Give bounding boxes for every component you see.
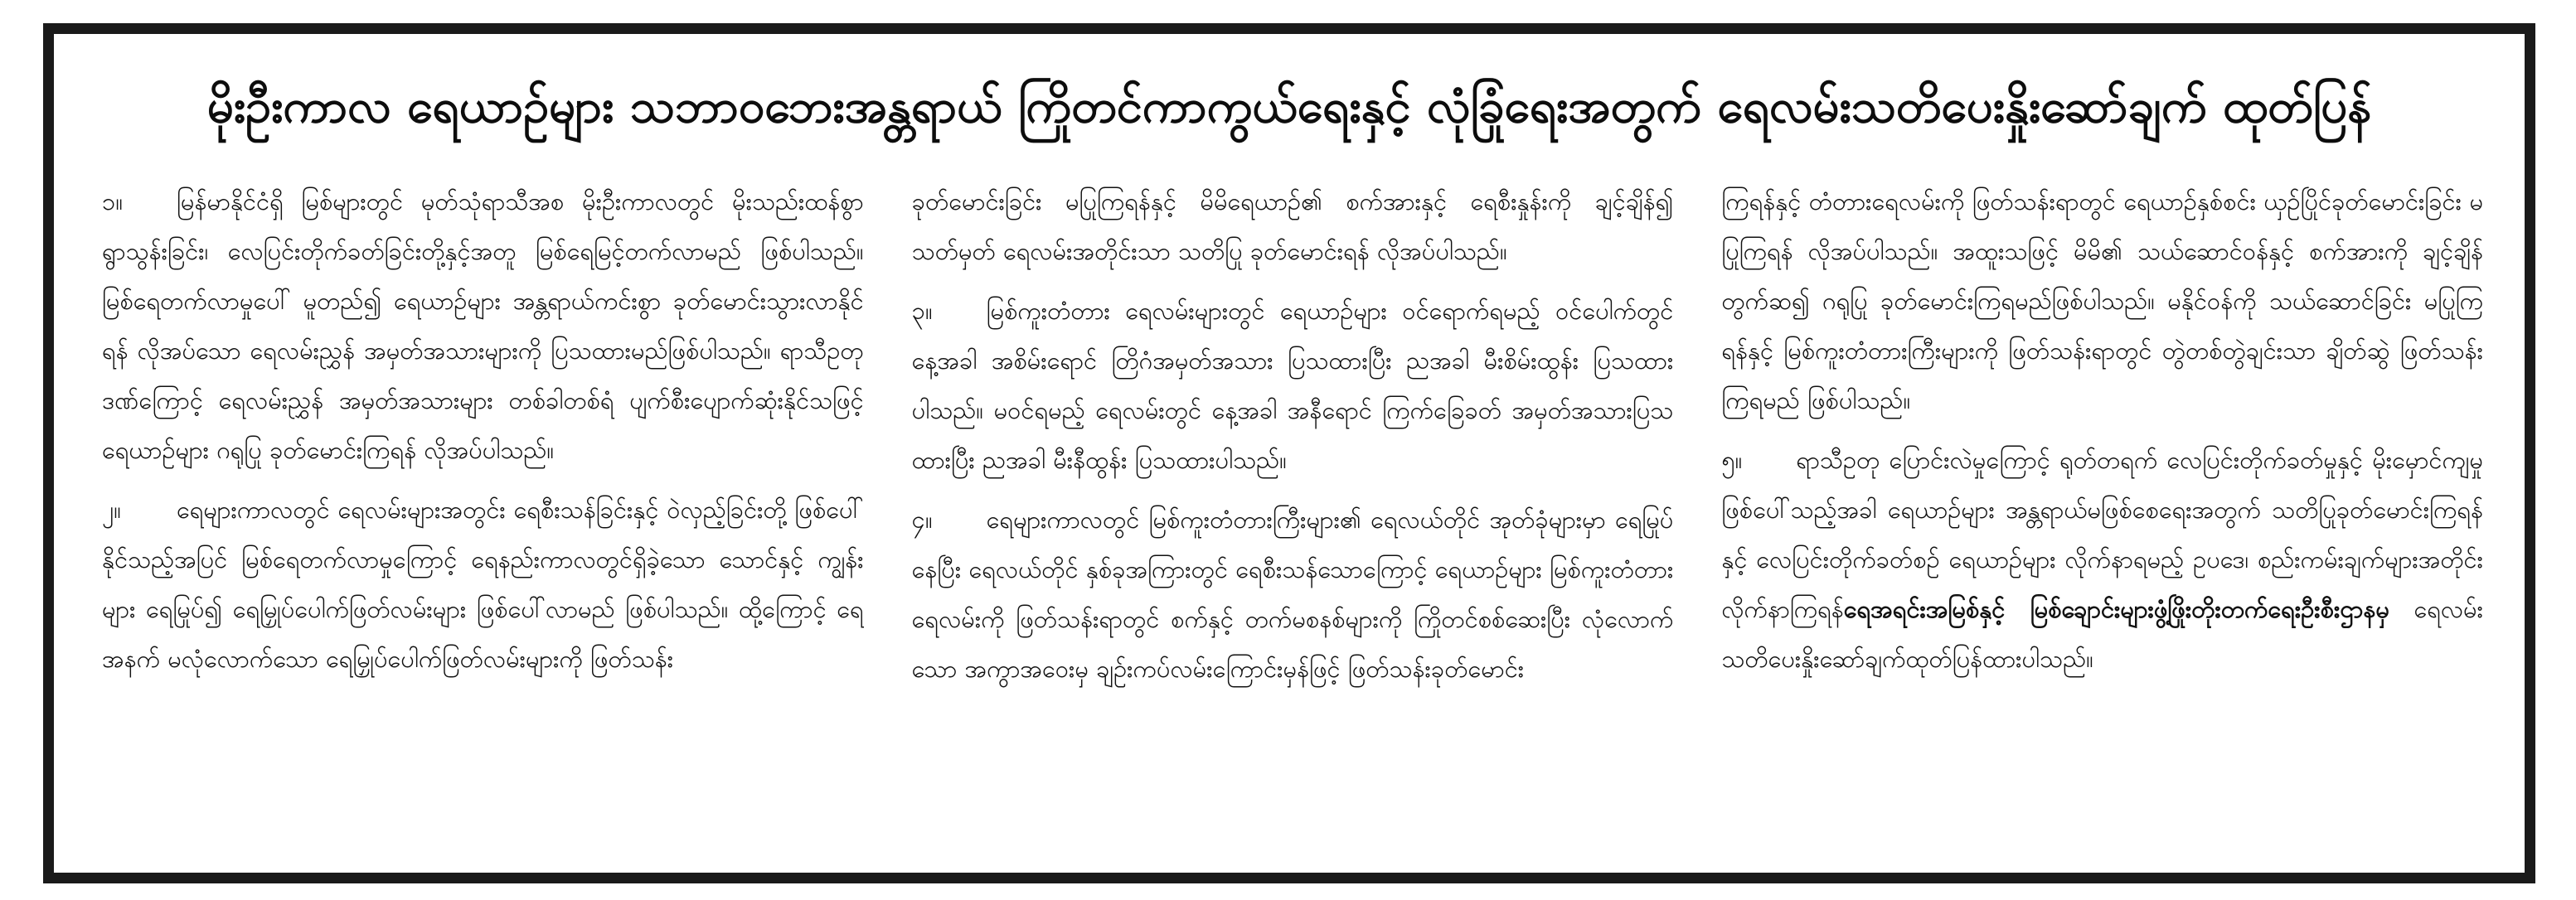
- paragraph: [102, 485, 864, 684]
- paragraph-number: ၄။: [911, 506, 933, 534]
- paragraph-continued: [912, 177, 1674, 276]
- article-columns: [102, 177, 2483, 849]
- paragraph: [912, 495, 1674, 694]
- paragraph-text: မြန်မာနိုင်ငံရှိ မြစ်များတွင် မုတ်သုံရာသီအစ မိုးဦးကာလတွင် မိုးသည်းထန်စွာရွာသွန်းခြင်း၊ လေပြင်းတိုက်ခတ်ခြင်းတို့နှင့်အတူ မြစ်ရေမြင့်တက်လာမည် ဖြစ်ပါသည်။ မြစ်ရေတက်လာမှုပေါ် မူတည်၍ ရေယာဉ်များ အန္တရာယ်ကင်းစွာ ခုတ်မောင်းသွားလာနိုင်ရန် လိုအပ်သော ရေလမ်းညွှန် အမှတ်အသားများကို ပြသထားမည်ဖြစ်ပါသည်။ ရာသီဥတုဒဏ်ကြောင့် ရေလမ်းညွှန် အမှတ်အသားများ တစ်ခါတစ်ရံ ပျက်စီးပျောက်ဆုံးနိုင်သဖြင့် ရေယာဉ်များ ဂရုပြု ခုတ်မောင်းကြရန် လိုအပ်ပါသည်။: [102, 187, 864, 464]
- headline: မိုးဦးကာလ ရေယာဉ်များ သဘာဝဘေးအန္တရာယ် ကြိုတင်ကာကွယ်ရေးနှင့် လုံခြုံရေးအတွက် ရေလမ်းသတိပေးနှိုးဆော်ချက် ထုတ်ပြန်: [206, 80, 2372, 133]
- paragraph-text: ရာသီဥတု ပြောင်းလဲမှုကြောင့် ရုတ်တရက် လေပြင်းတိုက်ခတ်မှုနှင့် မိုးမှောင်ကျမှုဖြစ်ပေါ်သည့်အခါ ရေယာဉ်များ အန္တရာယ်မဖြစ်စေရေးအတွက် သတိပြုခုတ်မောင်းကြရန်နှင့် လေပြင်းတိုက်ခတ်စဉ် ရေယာဉ်များ လိုက်နာရမည့် ဥပဒေ၊ စည်းကမ်းချက်များအတိုင်း လိုက်နာကြရန်: [1721, 446, 2484, 623]
- paragraph-number: ၂။: [102, 496, 122, 524]
- paragraph: [102, 177, 864, 475]
- paragraph-text: ရေများကာလတွင် ရေလမ်းများအတွင်း ရေစီးသန်ခြင်းနှင့် ဝဲလှည့်ခြင်းတို့ ဖြစ်ပေါ်နိုင်သည့်အပြင် မြစ်ရေတက်လာမှုကြောင့် ရေနည်းကာလတွင်ရှိခဲ့သော သောင်နှင့် ကျွန်းများ ရေမြုပ်၍ ရေမြှုပ်ပေါက်ဖြတ်လမ်းများ ဖြစ်ပေါ်လာမည် ဖြစ်ပါသည်။ ထို့ကြောင့် ရေ အနက် မလုံလောက်သော ရေမြှုပ်ပေါက်ဖြတ်လမ်းများကို ဖြတ်သန်း: [102, 496, 864, 673]
- paragraph: [1721, 435, 2483, 684]
- paragraph-text: ရေများကာလတွင် မြစ်ကူးတံတားကြီးများ၏ ရေလယ်တိုင် အုတ်ခုံများမှာ ရေမြုပ်နေပြီး ရေလယ်တိုင် နှစ်ခုအကြားတွင် ရေစီးသန်သောကြောင့် ရေယာဉ်များ မြစ်ကူးတံတား ရေလမ်းကို ဖြတ်သန်းရာတွင် စက်နှင့် တက်မစနစ်များကို ကြိုတင်စစ်ဆေးပြီး လုံလောက်သော အကွာအဝေးမှ ချဉ်းကပ်လမ်းကြောင်းမှန်ဖြင့် ဖြတ်သန်းခုတ်မောင်း: [911, 506, 1674, 683]
- paragraph-number: ၅။: [1721, 446, 1743, 474]
- paragraph-tail-text: ရေလမ်းသတိပေးနှိုးဆော်ချက်ထုတ်ပြန်ထားပါသည်။: [1721, 595, 2483, 673]
- paragraph-continued: [1721, 177, 2483, 425]
- issuing-department: ရေအရင်းအမြစ်နှင့် မြစ်ချောင်းများဖွံ့ဖြိုးတိုးတက်ရေးဦးစီးဌာနမှ: [1843, 595, 2389, 623]
- article-frame: [43, 23, 2535, 883]
- paragraph-number: ၁။: [102, 187, 124, 215]
- paragraph-text: ကြရန်နှင့် တံတားရေလမ်းကို ဖြတ်သန်းရာတွင် ရေယာဉ်နှစ်စင်း ယှဉ်ပြိုင်ခုတ်မောင်းခြင်း မပြုကြရန် လိုအပ်ပါသည်။ အထူးသဖြင့် မိမိ၏ သယ်ဆောင်ဝန်နှင့် စက်အားကို ချင့်ချိန်တွက်ဆ၍ ဂရုပြု ခုတ်မောင်းကြရမည်ဖြစ်ပါသည်။ မနိုင်ဝန်ကို သယ်ဆောင်ခြင်း မပြုကြရန်နှင့် မြစ်ကူးတံတားကြီးများကို ဖြတ်သန်းရာတွင် တွဲတစ်တွဲချင်းသာ ချိတ်ဆွဲ ဖြတ်သန်းကြရမည် ဖြစ်ပါသည်။: [1721, 187, 2484, 414]
- paragraph-text: ခုတ်မောင်းခြင်း မပြုကြရန်နှင့် မိမိရေယာဉ်၏ စက်အားနှင့် ရေစီးနှုန်းကို ချင့်ချိန်၍ သတ်မှတ် ရေလမ်းအတိုင်းသာ သတိပြု ခုတ်မောင်းရန် လိုအပ်ပါသည်။: [911, 187, 1674, 265]
- paragraph-text: မြစ်ကူးတံတား ရေလမ်းများတွင် ရေယာဉ်များ ဝင်ရောက်ရမည့် ဝင်ပေါက်တွင် နေ့အခါ အစိမ်းရောင် တြိဂံအမှတ်အသား ပြသထားပြီး ညအခါ မီးစိမ်းထွန်း ပြသထားပါသည်။ မဝင်ရမည့် ရေလမ်းတွင် နေ့အခါ အနီရောင် ကြက်ခြေခတ် အမှတ်အသားပြသထားပြီး ညအခါ မီးနီထွန်း ပြသထားပါသည်။: [911, 297, 1674, 474]
- column-1: [102, 177, 864, 849]
- column-2: [912, 177, 1674, 849]
- column-3: [1721, 177, 2483, 849]
- paragraph-number: ၃။: [911, 297, 933, 325]
- paragraph: [912, 286, 1674, 485]
